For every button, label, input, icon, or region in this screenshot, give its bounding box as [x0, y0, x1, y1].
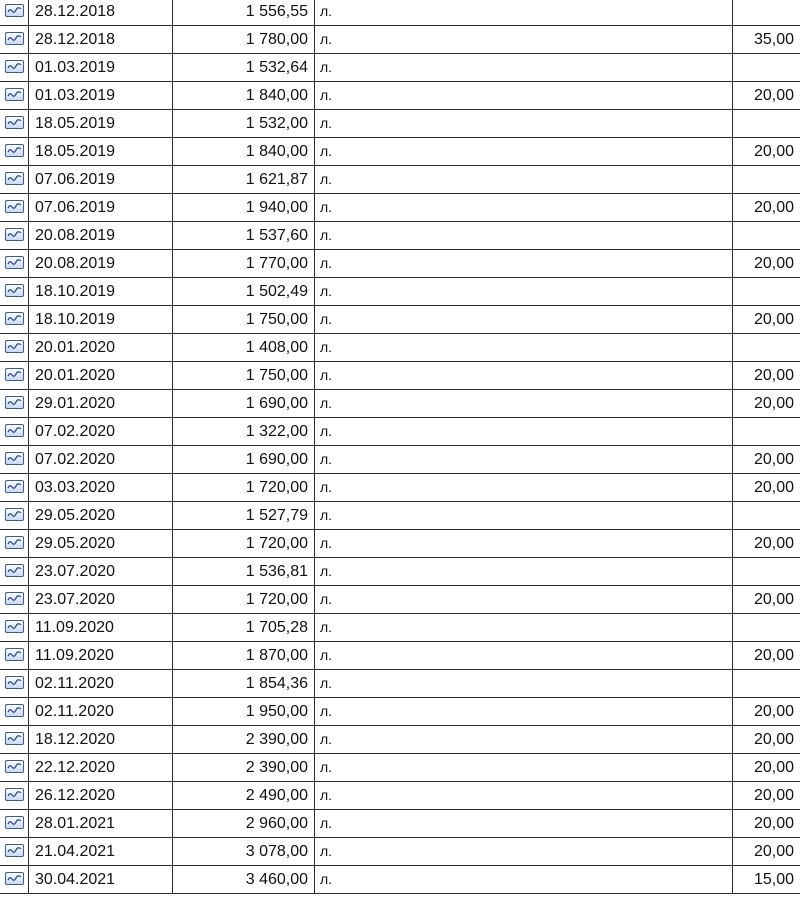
price-cell[interactable]: 1 940,00	[173, 194, 315, 221]
trend-line-icon[interactable]	[5, 312, 24, 325]
date-cell[interactable]: 03.03.2020	[29, 474, 173, 501]
table-row[interactable]	[0, 390, 800, 418]
price-cell[interactable]: 1 870,00	[173, 642, 315, 669]
row-icon-cell[interactable]	[0, 194, 29, 221]
unit-cell[interactable]: л.	[315, 110, 733, 137]
discount-cell[interactable]	[733, 670, 800, 697]
unit-cell[interactable]: л.	[315, 306, 733, 333]
unit-cell[interactable]: л.	[315, 866, 733, 893]
unit-cell[interactable]: л.	[315, 278, 733, 305]
table-row[interactable]	[0, 502, 800, 530]
discount-cell[interactable]	[733, 278, 800, 305]
table-row[interactable]	[0, 54, 800, 82]
unit-cell[interactable]: л.	[315, 418, 733, 445]
unit-cell[interactable]: л.	[315, 446, 733, 473]
discount-cell[interactable]	[733, 502, 800, 529]
price-cell[interactable]: 1 408,00	[173, 334, 315, 361]
price-cell[interactable]: 1 840,00	[173, 138, 315, 165]
table-row[interactable]	[0, 194, 800, 222]
discount-cell[interactable]: 20,00	[753, 843, 794, 860]
row-icon-cell[interactable]	[0, 558, 29, 585]
table-row[interactable]	[0, 418, 800, 446]
date-cell[interactable]: 18.10.2019	[29, 306, 173, 333]
date-cell[interactable]: 07.02.2020	[29, 418, 173, 445]
row-icon-cell[interactable]	[0, 362, 29, 389]
table-row[interactable]	[0, 474, 800, 502]
trend-line-icon[interactable]	[5, 536, 24, 549]
date-cell[interactable]: 26.12.2020	[29, 782, 173, 809]
table-row[interactable]	[0, 446, 800, 474]
price-cell[interactable]: 2 390,00	[173, 754, 315, 781]
discount-cell[interactable]	[733, 222, 800, 249]
unit-cell[interactable]: л.	[315, 222, 733, 249]
date-cell[interactable]: 02.11.2020	[29, 698, 173, 725]
unit-cell[interactable]: л.	[315, 558, 733, 585]
date-cell[interactable]: 01.03.2019	[29, 82, 173, 109]
date-cell[interactable]: 18.05.2019	[29, 138, 173, 165]
date-cell[interactable]: 20.08.2019	[29, 250, 173, 277]
row-icon-cell[interactable]	[0, 782, 29, 809]
price-cell[interactable]: 1 536,81	[173, 558, 315, 585]
trend-line-icon[interactable]	[5, 704, 24, 717]
table-row[interactable]	[0, 138, 800, 166]
row-icon-cell[interactable]	[0, 614, 29, 641]
price-cell[interactable]: 1 720,00	[173, 530, 315, 557]
unit-cell[interactable]: л.	[315, 670, 733, 697]
date-cell[interactable]: 07.06.2019	[29, 166, 173, 193]
unit-cell[interactable]: л.	[315, 782, 733, 809]
unit-cell[interactable]: л.	[315, 82, 733, 109]
table-row[interactable]	[0, 362, 800, 390]
table-row[interactable]	[0, 726, 800, 754]
date-cell[interactable]: 29.05.2020	[29, 502, 173, 529]
table-row[interactable]	[0, 306, 800, 334]
discount-cell[interactable]	[733, 166, 800, 193]
date-cell[interactable]: 30.04.2021	[29, 866, 173, 893]
trend-line-icon[interactable]	[5, 620, 24, 633]
trend-line-icon[interactable]	[5, 480, 24, 493]
row-icon-cell[interactable]	[0, 278, 29, 305]
unit-cell[interactable]: л.	[315, 754, 733, 781]
table-row[interactable]	[0, 530, 800, 558]
price-cell[interactable]: 1 950,00	[173, 698, 315, 725]
trend-line-icon[interactable]	[5, 88, 24, 101]
table-row[interactable]	[0, 0, 800, 26]
date-cell[interactable]: 23.07.2020	[29, 586, 173, 613]
discount-cell[interactable]	[733, 54, 800, 81]
unit-cell[interactable]: л.	[315, 166, 733, 193]
trend-line-icon[interactable]	[5, 116, 24, 129]
discount-cell[interactable]: 20,00	[753, 591, 794, 608]
row-icon-cell[interactable]	[0, 530, 29, 557]
row-icon-cell[interactable]	[0, 418, 29, 445]
unit-cell[interactable]: л.	[315, 334, 733, 361]
price-cell[interactable]: 2 390,00	[173, 726, 315, 753]
row-icon-cell[interactable]	[0, 838, 29, 865]
unit-cell[interactable]: л.	[315, 810, 733, 837]
date-cell[interactable]: 28.12.2018	[29, 26, 173, 53]
discount-cell[interactable]	[733, 418, 800, 445]
unit-cell[interactable]: л.	[315, 362, 733, 389]
unit-cell[interactable]: л.	[315, 26, 733, 53]
trend-line-icon[interactable]	[5, 172, 24, 185]
price-cell[interactable]: 1 750,00	[173, 362, 315, 389]
date-cell[interactable]: 07.02.2020	[29, 446, 173, 473]
table-row[interactable]	[0, 222, 800, 250]
row-icon-cell[interactable]	[0, 446, 29, 473]
row-icon-cell[interactable]	[0, 502, 29, 529]
row-icon-cell[interactable]	[0, 82, 29, 109]
trend-line-icon[interactable]	[5, 648, 24, 661]
trend-line-icon[interactable]	[5, 396, 24, 409]
trend-line-icon[interactable]	[5, 732, 24, 745]
date-cell[interactable]: 11.09.2020	[29, 614, 173, 641]
trend-line-icon[interactable]	[5, 60, 24, 73]
row-icon-cell[interactable]	[0, 306, 29, 333]
discount-cell[interactable]: 20,00	[753, 787, 794, 804]
discount-cell[interactable]: 35,00	[753, 31, 794, 48]
price-cell[interactable]: 1 532,64	[173, 54, 315, 81]
row-icon-cell[interactable]	[0, 726, 29, 753]
trend-line-icon[interactable]	[5, 676, 24, 689]
discount-cell[interactable]: 20,00	[753, 367, 794, 384]
date-cell[interactable]: 29.05.2020	[29, 530, 173, 557]
discount-cell[interactable]: 20,00	[753, 255, 794, 272]
price-cell[interactable]: 1 854,36	[173, 670, 315, 697]
unit-cell[interactable]: л.	[315, 194, 733, 221]
table-row[interactable]	[0, 250, 800, 278]
row-icon-cell[interactable]	[0, 166, 29, 193]
table-row[interactable]	[0, 838, 800, 866]
trend-line-icon[interactable]	[5, 228, 24, 241]
trend-line-icon[interactable]	[5, 816, 24, 829]
trend-line-icon[interactable]	[5, 760, 24, 773]
date-cell[interactable]: 29.01.2020	[29, 390, 173, 417]
trend-line-icon[interactable]	[5, 788, 24, 801]
date-cell[interactable]: 20.08.2019	[29, 222, 173, 249]
row-icon-cell[interactable]	[0, 586, 29, 613]
trend-line-icon[interactable]	[5, 340, 24, 353]
trend-line-icon[interactable]	[5, 4, 24, 17]
table-row[interactable]	[0, 558, 800, 586]
discount-cell[interactable]	[733, 558, 800, 585]
price-cell[interactable]: 1 532,00	[173, 110, 315, 137]
price-cell[interactable]: 1 537,60	[173, 222, 315, 249]
discount-cell[interactable]	[733, 614, 800, 641]
table-row[interactable]	[0, 110, 800, 138]
row-icon-cell[interactable]	[0, 474, 29, 501]
discount-cell[interactable]: 20,00	[753, 759, 794, 776]
table-row[interactable]	[0, 586, 800, 614]
price-cell[interactable]: 3 078,00	[173, 838, 315, 865]
row-icon-cell[interactable]	[0, 0, 29, 25]
unit-cell[interactable]: л.	[315, 698, 733, 725]
unit-cell[interactable]: л.	[315, 54, 733, 81]
table-row[interactable]	[0, 670, 800, 698]
table-row[interactable]	[0, 754, 800, 782]
date-cell[interactable]: 21.04.2021	[29, 838, 173, 865]
discount-cell[interactable]: 20,00	[753, 395, 794, 412]
price-cell[interactable]: 1 750,00	[173, 306, 315, 333]
date-cell[interactable]: 20.01.2020	[29, 362, 173, 389]
price-cell[interactable]: 1 556,55	[173, 0, 315, 25]
discount-cell[interactable]	[733, 0, 800, 25]
date-cell[interactable]: 28.01.2021	[29, 810, 173, 837]
discount-cell[interactable]: 20,00	[753, 143, 794, 160]
unit-cell[interactable]: л.	[315, 586, 733, 613]
price-cell[interactable]: 1 502,49	[173, 278, 315, 305]
date-cell[interactable]: 18.10.2019	[29, 278, 173, 305]
row-icon-cell[interactable]	[0, 138, 29, 165]
price-cell[interactable]: 1 690,00	[173, 446, 315, 473]
unit-cell[interactable]: л.	[315, 726, 733, 753]
row-icon-cell[interactable]	[0, 642, 29, 669]
table-row[interactable]	[0, 698, 800, 726]
row-icon-cell[interactable]	[0, 54, 29, 81]
discount-cell[interactable]: 20,00	[753, 535, 794, 552]
trend-line-icon[interactable]	[5, 452, 24, 465]
price-cell[interactable]: 1 322,00	[173, 418, 315, 445]
table-row[interactable]	[0, 166, 800, 194]
discount-cell[interactable]: 15,00	[753, 871, 794, 888]
row-icon-cell[interactable]	[0, 810, 29, 837]
discount-cell[interactable]	[733, 110, 800, 137]
price-cell[interactable]: 1 621,87	[173, 166, 315, 193]
date-cell[interactable]: 28.12.2018	[29, 0, 173, 25]
table-row[interactable]	[0, 334, 800, 362]
row-icon-cell[interactable]	[0, 334, 29, 361]
price-cell[interactable]: 3 460,00	[173, 866, 315, 893]
row-icon-cell[interactable]	[0, 670, 29, 697]
date-cell[interactable]: 07.06.2019	[29, 194, 173, 221]
trend-line-icon[interactable]	[5, 508, 24, 521]
unit-cell[interactable]: л.	[315, 642, 733, 669]
date-cell[interactable]: 02.11.2020	[29, 670, 173, 697]
table-row[interactable]	[0, 642, 800, 670]
table-row[interactable]	[0, 82, 800, 110]
trend-line-icon[interactable]	[5, 872, 24, 885]
row-icon-cell[interactable]	[0, 390, 29, 417]
price-cell[interactable]: 1 527,79	[173, 502, 315, 529]
unit-cell[interactable]: л.	[315, 250, 733, 277]
row-icon-cell[interactable]	[0, 250, 29, 277]
discount-cell[interactable]	[733, 334, 800, 361]
trend-line-icon[interactable]	[5, 32, 24, 45]
date-cell[interactable]: 22.12.2020	[29, 754, 173, 781]
discount-cell[interactable]: 20,00	[753, 311, 794, 328]
row-icon-cell[interactable]	[0, 698, 29, 725]
price-cell[interactable]: 1 705,28	[173, 614, 315, 641]
discount-cell[interactable]: 20,00	[753, 199, 794, 216]
price-cell[interactable]: 1 720,00	[173, 474, 315, 501]
trend-line-icon[interactable]	[5, 144, 24, 157]
unit-cell[interactable]: л.	[315, 0, 733, 25]
trend-line-icon[interactable]	[5, 424, 24, 437]
trend-line-icon[interactable]	[5, 256, 24, 269]
discount-cell[interactable]: 20,00	[753, 703, 794, 720]
row-icon-cell[interactable]	[0, 866, 29, 893]
price-cell[interactable]: 1 770,00	[173, 250, 315, 277]
date-cell[interactable]: 18.05.2019	[29, 110, 173, 137]
price-cell[interactable]: 1 720,00	[173, 586, 315, 613]
date-cell[interactable]: 01.03.2019	[29, 54, 173, 81]
unit-cell[interactable]: л.	[315, 838, 733, 865]
row-icon-cell[interactable]	[0, 222, 29, 249]
unit-cell[interactable]: л.	[315, 530, 733, 557]
trend-line-icon[interactable]	[5, 200, 24, 213]
date-cell[interactable]: 11.09.2020	[29, 642, 173, 669]
discount-cell[interactable]: 20,00	[753, 815, 794, 832]
trend-line-icon[interactable]	[5, 564, 24, 577]
table-row[interactable]	[0, 810, 800, 838]
table-row[interactable]	[0, 782, 800, 810]
table-row[interactable]	[0, 866, 800, 894]
price-cell[interactable]: 1 840,00	[173, 82, 315, 109]
discount-cell[interactable]: 20,00	[753, 451, 794, 468]
table-row[interactable]	[0, 26, 800, 54]
unit-cell[interactable]: л.	[315, 138, 733, 165]
table-row[interactable]	[0, 278, 800, 306]
discount-cell[interactable]: 20,00	[753, 87, 794, 104]
date-cell[interactable]: 20.01.2020	[29, 334, 173, 361]
discount-cell[interactable]: 20,00	[753, 731, 794, 748]
unit-cell[interactable]: л.	[315, 474, 733, 501]
trend-line-icon[interactable]	[5, 368, 24, 381]
price-cell[interactable]: 1 690,00	[173, 390, 315, 417]
trend-line-icon[interactable]	[5, 844, 24, 857]
price-cell[interactable]: 2 490,00	[173, 782, 315, 809]
unit-cell[interactable]: л.	[315, 614, 733, 641]
trend-line-icon[interactable]	[5, 592, 24, 605]
row-icon-cell[interactable]	[0, 110, 29, 137]
unit-cell[interactable]: л.	[315, 390, 733, 417]
discount-cell[interactable]: 20,00	[753, 647, 794, 664]
date-cell[interactable]: 23.07.2020	[29, 558, 173, 585]
price-cell[interactable]: 2 960,00	[173, 810, 315, 837]
unit-cell[interactable]: л.	[315, 502, 733, 529]
row-icon-cell[interactable]	[0, 26, 29, 53]
row-icon-cell[interactable]	[0, 754, 29, 781]
discount-cell[interactable]: 20,00	[753, 479, 794, 496]
price-cell[interactable]: 1 780,00	[173, 26, 315, 53]
table-row[interactable]	[0, 614, 800, 642]
trend-line-icon[interactable]	[5, 284, 24, 297]
date-cell[interactable]: 18.12.2020	[29, 726, 173, 753]
